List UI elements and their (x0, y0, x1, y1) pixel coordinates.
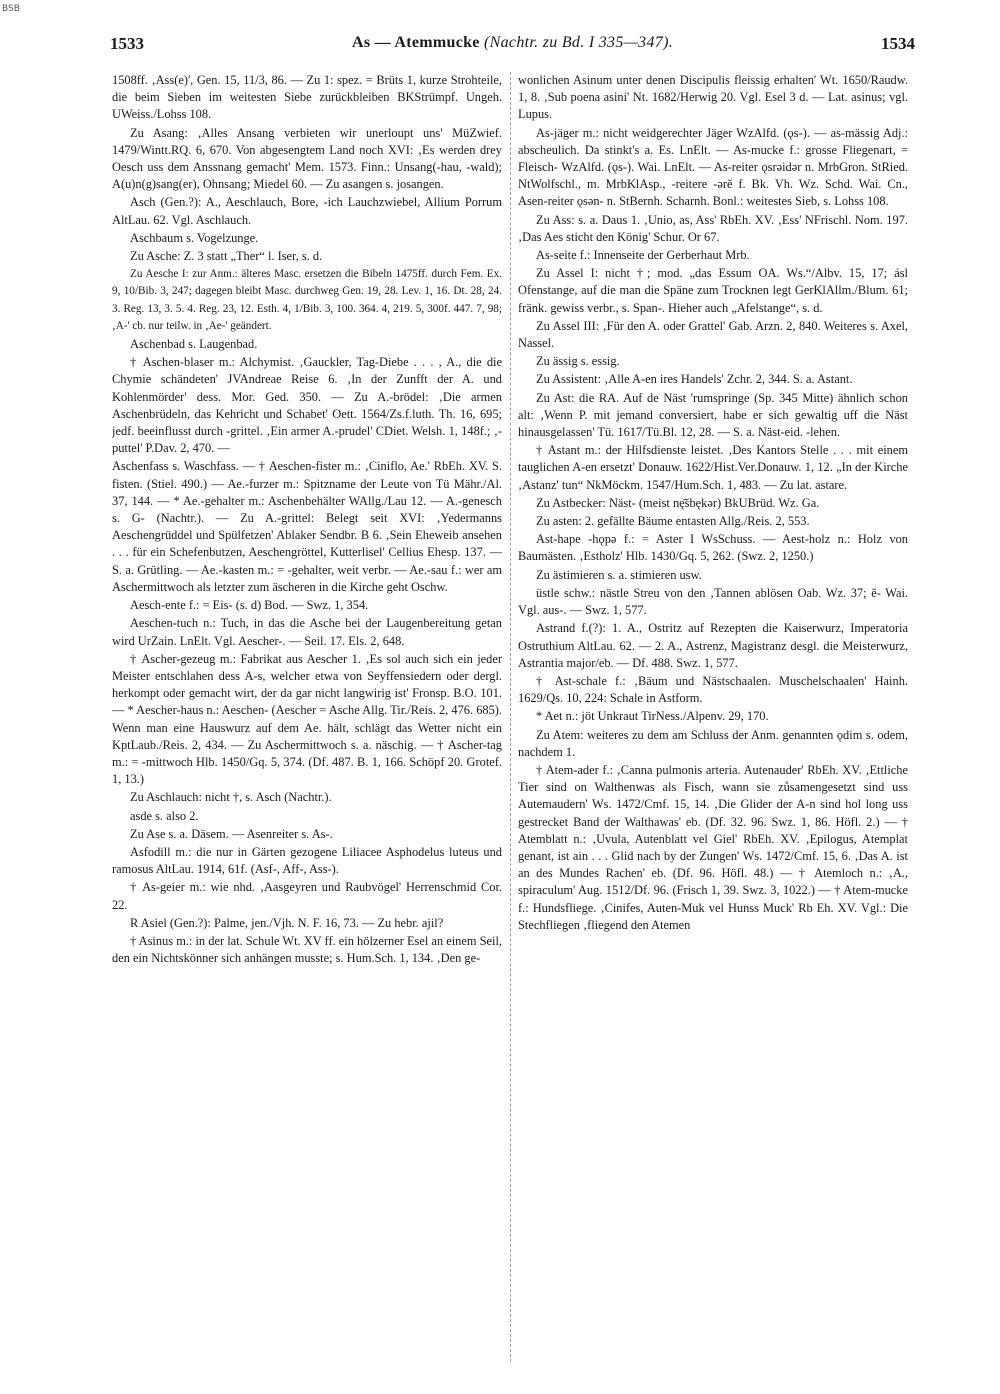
entry: Aeschen-tuch n.: Tuch, in das die Asche bei der Laugenbereitung getan wird UrZain. LnElt. Vgl. Aescher-. — Seil. 17. Els. 2, 648. (112, 616, 502, 648)
entry: † Asinus m.: in der lat. Schule Wt. XV ff. ein hölzerner Esel an einem Seil, den ein Nichtskönner sich anhängen musste; s. Hum.Sch. 1, 134. ‚Den ge- (112, 933, 502, 966)
entry: üstle schw.: nästle Streu von den ‚Tannen ablösen Oab. Wz. 37; ẽ- Wai. Vgl. aus-. — Swz. 1, 577. (518, 585, 908, 618)
entry: Ast-hape -hǫpə f.: = Aster I WsSchuss. — Aest-holz n.: Holz von Baumästen. ‚Estholz' Hlb. 1430/Gq. 5, 262. (Swz. 2, 1250.) (518, 532, 908, 564)
entry: R Asiel (Gen.?): Palme, jen./Vjh. N. F. 16, 73. — Zu hebr. ajil? (130, 915, 444, 930)
running-title-sub: (Nachtr. zu Bd. I 335—347). (484, 34, 674, 51)
column-divider (510, 72, 511, 1362)
entry: Zu ässig s. essig. (536, 354, 620, 369)
entry: wonlichen Asinum unter denen Discipulis fleissig erhalten' Wt. 1650/Raudw. 1, 8. ‚Sub poena asini' Nt. 1682/Herwig 20. Vgl. Esel 3 d. — Lat. asinus; vgl. Lupus. (518, 73, 908, 122)
entry: Zu Ast: die RA. Auf de Näst 'rumspringe (Sp. 345 Mitte) ähnlich schon alt: ‚Wenn P. mit jemand conversiert, habe er sich gewaltig uff die Näst hinausgelassen' Tü. 1617/Tü.Bl. 12, 28. — S. a. Näst-eid. -lehen. (518, 390, 908, 440)
right-column (518, 72, 908, 1372)
left-column (112, 72, 502, 1372)
entry: Aesch-ente f.: = Eis- (s. d) Bod. — Swz. 1, 354. (130, 598, 369, 613)
entry: Astrand f.(?): 1. A., Ostritz auf Rezepten die Kaiserwurz, Imperatoria Ostruthium AltLau. 62. — 2. A., Astrenz, Magistranz desgl. die Meisterwurz, Astrantia major/eb. — Df. 488. Swz. 1, 577. (518, 621, 908, 670)
entry: Aschbaum s. Vogelzunge. (130, 230, 259, 245)
entry: * Aet n.: jöt Unkraut TirNess./Alpenv. 29, 170. (536, 709, 769, 724)
entry: † Atem-ader f.: ‚Canna pulmonis arteria. Autenauder' RbEh. XV. ‚Ettliche Tier sind on Walthenwas als Fisch, wann sie zůsamengesetzt sind uss Autemaudern' Ws. 1472/Cmf. 15, 14. ‚Die Glider der A-n sind hol long uss gestrecket Band der Walthawas' eb. (Df. 32. 96. Swz. 1, 86. Höfl. 2.) — † Atemblatt n.: ‚Uvula, Autenblatt vel Giel' RbEh. XV. ‚Epilogus, Atemplat genant, ist ain . . . Glid nach by der Zungen' Ws. 1472/Cmf. 15, 6. ‚Das A. ist an des Mundes Rachen' eb. (Df. 96. Höfl. 48.) — † Atemloch n.: ‚A., spiraculum' Aug. 1512/Df. 96. (Frisch 1, 39. Swz. 3, 1022.) — † Atem-mucke f.: Hundsfliege. ‚Cinifes, Auten-Muk vel Hunss Muck' Rb Eh. XV. Vgl.: Die Stechfliegen ‚fliegend den Atemen (518, 762, 908, 932)
page-number-right: 1534 (881, 34, 915, 53)
entry: † As-geier m.: wie nhd. ‚Aasgeyren und Raubvögel' Herrenschmid Cor. 22. (112, 880, 502, 912)
entry: Zu Aschlauch: nicht †, s. Asch (Nachtr.). (130, 790, 332, 805)
entry: Zu Asang: ‚Alles Ansang verbieten wir unerloupt uns' MüZwief. 1479/Wintt.RQ. 6, 670. Von abgesengtem Land noch XVI: ‚Es werden drey Oesch uss dem Anssnang gemacht' Mem. 1573. Finn.: Unsang(-hau, -wald); A(u)n(g)sang(er), Ohnsang; Miedel 60. — Zu asangen s. josangen. (112, 125, 502, 192)
entry: Asch (Gen.?): A., Aeschlauch, Bore, -ich Lauchzwiebel, Allium Porrum AltLau. 62. Vgl. Aschlauch. (112, 195, 502, 227)
entry: Zu ästimieren s. a. stimieren usw. (536, 567, 702, 582)
page-number-left: 1533 (110, 34, 144, 53)
running-title-main: As — Atemmucke (351, 34, 480, 51)
entry: Zu asten: 2. gefällte Bäume entasten Allg./Reis. 2, 553. (536, 514, 810, 529)
page-header (110, 34, 915, 60)
entry: Zu Atem: weiteres zu dem am Schluss der Anm. genannten ǫdim s. odem, nachdem 1. (518, 727, 908, 759)
entry: Zu Assel I: nicht †; mod. „das Essum OA. Ws.“/Albv. 15, 17; ásl Ofenstange, auf die man die Späne zum Trocknen legt GerKlAllm./Blum. 61; fränk. gewiss verbr., s. Span-. Hieher auch „Afelstange“, s. d. (518, 266, 908, 315)
entry: † Ascher-gezeug m.: Fabrikat aus Aescher 1. ‚Es sol auch sich ein jeder Meister entschlahen dess A-s, welcher etwa von Seyffensiedern oder dergl. herkompt oder gemacht wirt, der da gar nicht langwirig ist' Fronsp. B.O. 101. — * Aescher-haus n.: Aeschen- (Aescher = Asche Allg. Tir./Reis. 2, 476. 685). Wenn man eine Hauswurz auf dem Ae. hält, schlägt das Wetter nicht ein KptLaub./Reis. 2, 434. — Zu Aschermittwoch s. a. näschig. — † Ascher-tag m.: = -mittwoch Hlb. 1450/Gq. 5, 374. (Df. 487. B. 1, 166. Schöpf 20. Grotef. 1, 13.) (112, 651, 502, 787)
entry: Zu Ass: s. a. Daus 1. ‚Unio, as, Ass' RbEh. XV. ‚Ess' NFrischl. Nom. 197. ‚Das Aes sticht den König' Schur. Or 67. (518, 212, 908, 244)
entry: Asfodill m.: die nur in Gärten gezogene Liliacee Asphodelus luteus und ramosus AltLau. 1914, 61f. (Asf-, Aff-, Ass-). (112, 844, 502, 877)
entry: Zu Assistent: ‚Alle A-en ires Handels' Zchr. 2, 344. S. a. Astant. (536, 372, 853, 387)
entry: As-seite f.: Innenseite der Gerberhaut Mrb. (536, 248, 750, 263)
entry: † Ast-schale f.: ‚Bäum und Nästschaalen. Muschelschaalen' Hainh. 1629/Qs. 10, 224: Schale in Astform. (518, 673, 908, 706)
entry: asde s. also 2. (130, 808, 199, 823)
entry: Zu Ase s. a. Däsem. — Asenreiter s. As-. (130, 826, 333, 841)
entry: 1508ff. ‚Ass(e)', Gen. 15, 11/3, 86. — Zu 1: spez. = Brüts 1, kurze Strohteile, die beim Sieben im weitesten Siebe zurückbleiben BKStrümpf. Ungeh. UWeiss./Lohss 108. (112, 73, 502, 122)
entry: Zu Aesche I: zur Anm.: älteres Masc. ersetzen die Bibeln 1475ff. durch Fem. Ex. 9, 10/Bib. 3, 247; dagegen bleibt Masc. durchweg Gen. 19, 28. Lev. 1, 16. Dt. 28, 24. 3. Reg. 13, 3. 5. 4. Reg. 23, 12. Esth. 4, 1/Bib. 3, 100. 364. 4, 219. 5, 300f. 447. 7, 98; ‚A-' cb. nur teilw. in ‚Ae-' geändert. (112, 268, 502, 332)
entry: Aschenbad s. Laugenbad. (130, 337, 258, 352)
library-stamp: BSB (2, 4, 20, 14)
entry: † Aschen-blaser m.: Alchymist. ‚Gauckler, Tag-Diebe . . . , A., die die Chymie schändeten' JVAndreae Reise 6. ‚In der Zunfft der A. und Kohlenmörder' dess. Mor. Ged. 350. — Zu A.-brödel: ‚Die armen Aschenbrüdeln, das Kehricht und Schabet' Oett. 1564/Zs.f.luth. Th. 16, 695; jedf. beeinflusst durch -grittel. ‚Ein armer A.-prudel' CDiet. Welsh. 1, 148f.; ‚-puttel' P.Dav. 2, 470. — (112, 355, 502, 456)
entry: Zu Asche: Z. 3 statt „Ther“ l. Iser, s. d. (130, 249, 323, 264)
entry: Aschenfass s. Waschfass. — † Aeschen-fister m.: ‚Ciniflo, Ae.' RbEh. XV. S. fisten. (Stiel. 490.) — Ae.-furzer m.: Spitzname der Leute von Tü Mähr./Al. 37, 144. — * Ae.-gehalter m.: Aschenbehälter WAllg./Lau 12. — A.-genesch s. G- (Nachtr.). — Zu A.-grittel: Belegt seit XVI: ‚Yedermanns Aeschengrüddel und Spülfetzen' Ablaker Sendbr. B 6. ‚Sein Eheweib ansehen . . . für ein Schefenbutzen, Aeschengröttel, Kutterlisel' Cellius Ehesp. 137. — S. a. Grütling. — Ae.-kasten m.: = -gehalter, weit verbr. — Ae.-sau f.: wer am Aschermittwoch als letzter zum äscheren in die Kirche geht Oschw. (112, 459, 502, 594)
entry: Zu Assel III: ‚Für den A. oder Grattel' Gab. Arzn. 2, 840. Weiteres s. Axel, Nassel. (518, 318, 908, 351)
entry: Zu Astbecker: Näst- (meist nę̄šbękər) BkUBrüd. Wz. Ga. (536, 495, 820, 510)
entry: As-jäger m.: nicht weidgerechter Jäger WzAlfd. (ǫs-). — as-mässig Adj.: abscheulich. Da stinkt's a. Es. LnElt. — As-mucke f.: grosse Fliegenart, = Fleisch- WzAlfd. (ǫs-). Wai. LnElt. — As-reiter ǫsrəidər n. MrbGron. StRied. NtWolfschl., m. MrbKlAsp., -reitere -ərẽ f. Bk. Vh. Wz. Schd. Wai. Cn., Asen-reiter ǫsən- n. StBernh. Scharnh. Bonl.: weitestes Sieb, s. Lohss 108. (518, 125, 908, 209)
entry: † Astant m.: der Hilfsdienste leistet. ‚Des Kantors Stelle . . . mit einem tauglichen A-en ersetzt' Donauw. 1622/Hist.Ver.Donauw. 1, 12. „In der Kirche ‚Astanz' tun“ NkMöckm. 1547/Hum.Sch. 1, 483. — Zu lat. astare. (518, 443, 908, 492)
running-title (110, 34, 915, 52)
